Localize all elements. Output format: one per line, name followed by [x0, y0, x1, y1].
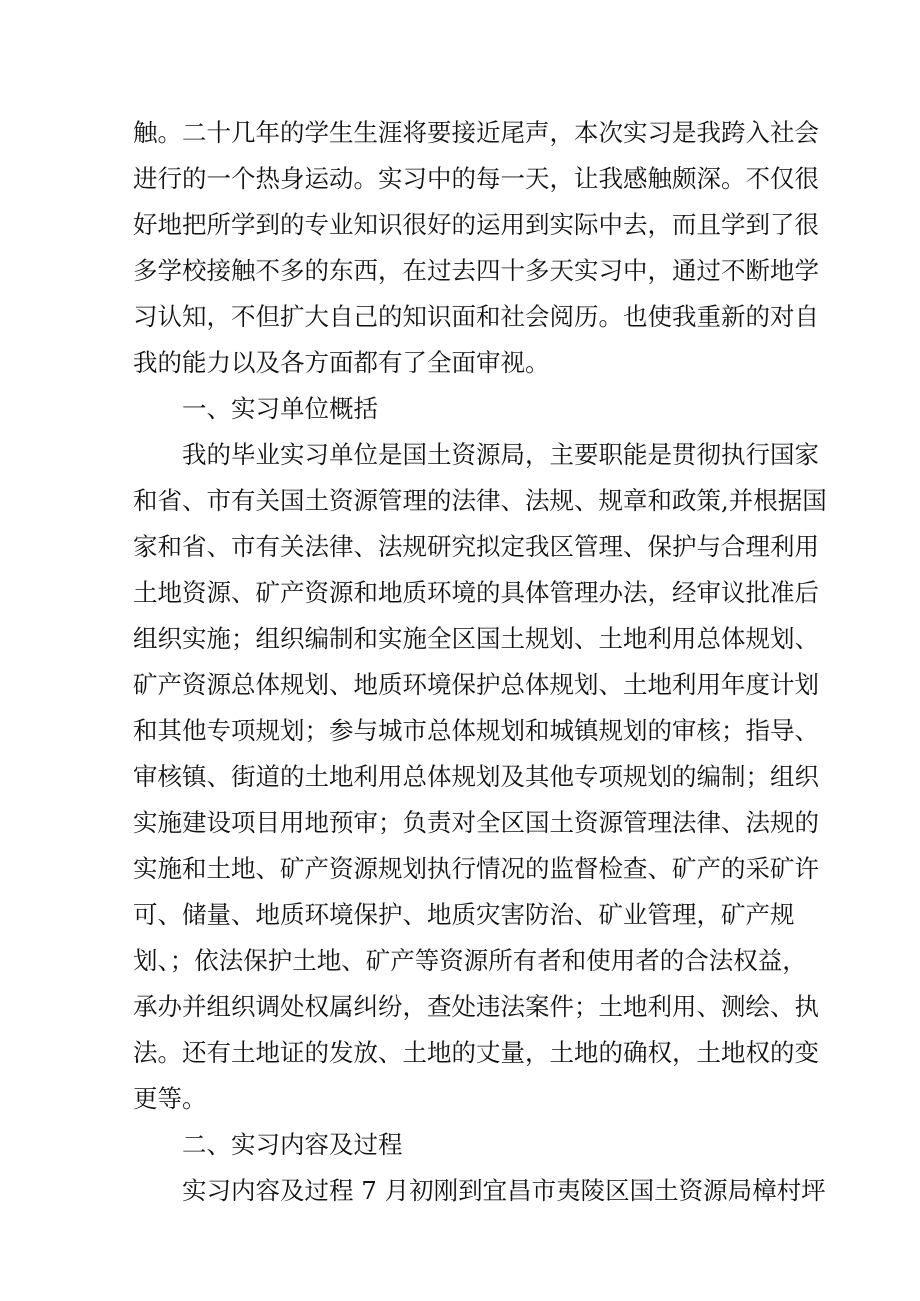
document-body	[133, 110, 827, 1214]
text-line: 我的毕业实习单位是国土资源局，主要职能是贯彻执行国家	[182, 440, 819, 469]
text-line: 触。二十几年的学生生涯将要接近尾声，本次实习是我跨入社会	[133, 118, 819, 147]
text-line: 实施和土地、矿产资源规划执行情况的监督检查、矿产的采矿许	[133, 854, 819, 883]
section-heading: 一、实习单位概括	[182, 394, 378, 423]
text-line: 和省、市有关国土资源管理的法律、法规、规章和政策,并根据国	[133, 486, 827, 515]
text-line: 组织实施；组织编制和实施全区国土规划、土地利用总体规划、	[133, 624, 819, 653]
text-line: 可、储量、地质环境保护、地质灾害防治、矿业管理，矿产规	[133, 900, 795, 929]
text-line: 好地把所学到的专业知识很好的运用到实际中去，而且学到了很	[133, 210, 819, 239]
text-line: 矿产资源总体规划、地质环境保护总体规划、土地利用年度计划	[133, 670, 819, 699]
text-line: 习认知，不但扩大自己的知识面和社会阅历。也使我重新的对自	[133, 302, 819, 331]
text-line: 实施建设项目用地预审；负责对全区国土资源管理法律、法规的	[133, 808, 819, 837]
text-line: 和其他专项规划；参与城市总体规划和城镇规划的审核；指导、	[133, 716, 819, 745]
text-line: 承办并组织调处权属纠纷，查处违法案件；土地利用、测绘、执	[133, 992, 819, 1021]
text-line: 多学校接触不多的东西，在过去四十多天实习中，通过不断地学	[133, 256, 819, 285]
text-line: 更等。	[133, 1084, 207, 1113]
text-line: 划、；依法保护土地、矿产等资源所有者和使用者的合法权益，	[133, 946, 807, 975]
text-line: 法。还有土地证的发放、土地的丈量，土地的确权，土地权的变	[133, 1038, 819, 1067]
text-line: 土地资源、矿产资源和地质环境的具体管理办法，经审议批准后	[133, 578, 819, 607]
text-line: 审核镇、街道的土地利用总体规划及其他专项规划的编制；组织	[133, 762, 819, 791]
text-line: 进行的一个热身运动。实习中的每一天，让我感触颇深。不仅很	[133, 164, 819, 193]
text-line: 家和省、市有关法律、法规研究拟定我区管理、保护与合理利用	[133, 532, 819, 561]
text-line: 实习内容及过程 7 月初刚到宜昌市夷陵区国土资源局樟村坪	[182, 1176, 826, 1205]
section-heading: 二、实习内容及过程	[182, 1130, 403, 1159]
text-line: 我的能力以及各方面都有了全面审视。	[133, 348, 550, 377]
